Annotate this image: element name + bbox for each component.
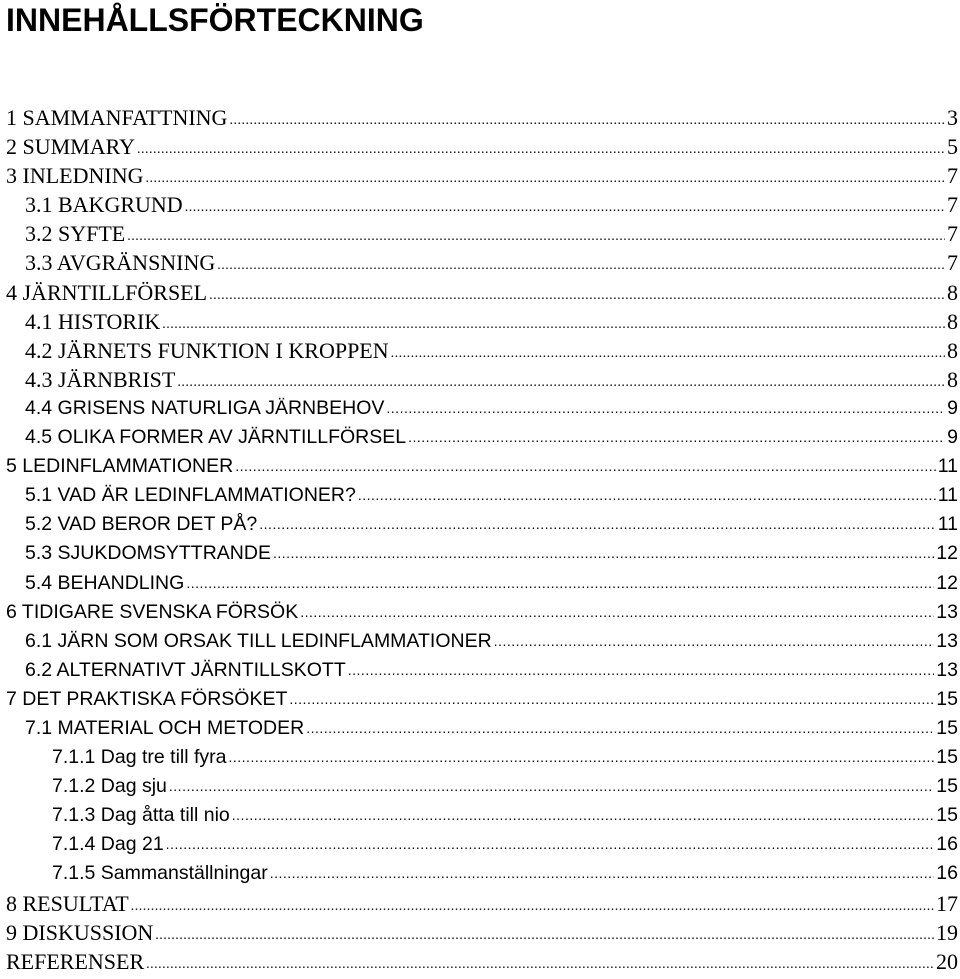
- toc-entry-page-number: 7: [947, 192, 958, 218]
- toc-entry-page-number: 9: [947, 426, 958, 449]
- toc-entry-label: 4.2 JÄRNETS FUNKTION I KROPPEN: [25, 337, 389, 363]
- toc-dot-leader: [408, 422, 945, 452]
- toc-entry[interactable]: [0, 801, 960, 830]
- toc-entry-page-number: 15: [936, 775, 958, 798]
- toc-entry-label: 8 RESULTAT: [6, 890, 129, 916]
- toc-entry[interactable]: [0, 307, 960, 336]
- toc-entry-page-number: 13: [936, 600, 958, 623]
- toc-dot-leader: [270, 858, 935, 888]
- toc-entry-label: 7.1.3 Dag åtta till nio: [52, 804, 230, 827]
- toc-entry[interactable]: [0, 772, 960, 801]
- toc-dot-leader: [289, 684, 934, 714]
- toc-entry[interactable]: [0, 365, 960, 394]
- toc-entry[interactable]: [0, 103, 960, 132]
- toc-entry-label: 5.2 VAD BEROR DET PÅ?: [25, 513, 258, 536]
- toc-entry-label: 4.1 HISTORIK: [25, 308, 161, 334]
- toc-entry-page-number: 11: [937, 513, 958, 536]
- toc-entry[interactable]: [0, 336, 960, 365]
- toc-entry[interactable]: [0, 743, 960, 772]
- toc-entry-label: 4 JÄRNTILLFÖRSEL: [6, 279, 208, 305]
- toc-entry-page-number: 13: [936, 658, 958, 681]
- toc-dot-leader: [358, 480, 936, 510]
- toc-entry-label: 5.4 BEHANDLING: [25, 571, 185, 594]
- toc-dot-leader: [232, 800, 935, 830]
- toc-dot-leader: [146, 946, 934, 979]
- toc-entry-page-number: 7: [947, 221, 958, 247]
- toc-entry-label: 4.5 OLIKA FORMER AV JÄRNTILLFÖRSEL: [25, 426, 407, 449]
- toc-entry-page-number: 16: [936, 833, 958, 856]
- toc-entry-label: 5.1 VAD ÄR LEDINFLAMMATIONER?: [25, 484, 356, 507]
- toc-entry-page-number: 11: [937, 455, 958, 478]
- toc-entry-page-number: 7: [947, 163, 958, 189]
- toc-entry-label: 7.1.2 Dag sju: [52, 775, 167, 798]
- toc-dot-leader: [348, 655, 935, 685]
- toc-entry-label: 6.1 JÄRN SOM ORSAK TILL LEDINFLAMMATIONER: [25, 629, 492, 652]
- toc-dot-leader: [235, 451, 936, 481]
- toc-entry[interactable]: [0, 918, 960, 947]
- toc-entry-page-number: 20: [936, 948, 958, 974]
- toc-entry[interactable]: [0, 685, 960, 714]
- toc-entry-page-number: 15: [936, 804, 958, 827]
- toc-entry-page-number: 9: [947, 396, 958, 419]
- toc-entry[interactable]: [0, 714, 960, 743]
- toc-entry-label: 3.3 AVGRÄNSNING: [25, 250, 216, 276]
- toc-entry-label: REFERENSER: [6, 948, 145, 974]
- toc-entry-page-number: 5: [947, 134, 958, 160]
- toc-entry[interactable]: [0, 656, 960, 685]
- toc-entry-page-number: 13: [936, 629, 958, 652]
- toc-entry-label: 6.2 ALTERNATIVT JÄRNTILLSKOTT: [25, 658, 346, 681]
- toc-entry-page-number: 8: [947, 366, 958, 392]
- toc-entry[interactable]: [0, 947, 960, 976]
- toc-entry-page-number: 8: [947, 279, 958, 305]
- toc-entry-page-number: 8: [947, 308, 958, 334]
- toc-entry-page-number: 15: [936, 716, 958, 739]
- toc-entry[interactable]: [0, 132, 960, 161]
- toc-entry[interactable]: [0, 889, 960, 918]
- toc-entry-label: 4.3 JÄRNBRIST: [25, 366, 176, 392]
- toc-entry[interactable]: [0, 248, 960, 277]
- toc-entry[interactable]: [0, 627, 960, 656]
- toc-entry[interactable]: [0, 510, 960, 539]
- table-of-contents: [0, 103, 960, 976]
- toc-entry-label: 7.1.5 Sammanställningar: [52, 862, 268, 885]
- toc-entry-label: 5 LEDINFLAMMATIONER: [6, 455, 234, 478]
- toc-dot-leader: [169, 771, 934, 801]
- toc-entry-label: 2 SUMMARY: [6, 134, 135, 160]
- toc-dot-leader: [259, 509, 935, 539]
- toc-entry-page-number: 15: [936, 746, 958, 769]
- toc-entry[interactable]: [0, 190, 960, 219]
- toc-entry[interactable]: [0, 161, 960, 190]
- toc-dot-leader: [273, 538, 934, 568]
- toc-entry-label: 7.1 MATERIAL OCH METODER: [25, 716, 305, 739]
- toc-entry-page-number: 3: [947, 105, 958, 130]
- toc-entry-label: 3.1 BAKGRUND: [25, 192, 183, 218]
- toc-entry-label: 6 TIDIGARE SVENSKA FÖRSÖK: [6, 600, 299, 623]
- toc-entry-page-number: 16: [936, 862, 958, 885]
- toc-entry-label: 4.4 GRISENS NATURLIGA JÄRNBEHOV: [25, 396, 385, 419]
- toc-entry-label: 3 INLEDNING: [6, 163, 144, 189]
- toc-entry-label: 1 SAMMANFATTNING: [6, 105, 228, 130]
- toc-entry[interactable]: [0, 830, 960, 859]
- toc-dot-leader: [306, 713, 934, 743]
- toc-entry[interactable]: [0, 219, 960, 248]
- toc-entry-page-number: 12: [936, 571, 958, 594]
- toc-entry-page-number: 11: [937, 484, 958, 507]
- toc-entry[interactable]: [0, 598, 960, 627]
- toc-entry-label: 3.2 SYFTE: [25, 221, 126, 247]
- toc-entry-page-number: 15: [936, 687, 958, 710]
- toc-entry[interactable]: [0, 859, 960, 888]
- toc-entry-page-number: 7: [947, 250, 958, 276]
- toc-entry[interactable]: [0, 423, 960, 452]
- toc-entry[interactable]: [0, 481, 960, 510]
- toc-entry[interactable]: [0, 569, 960, 598]
- toc-dot-leader: [186, 568, 934, 598]
- toc-entry[interactable]: [0, 539, 960, 568]
- toc-entry-label: 9 DISKUSSION: [6, 919, 154, 945]
- toc-dot-leader: [386, 393, 945, 423]
- toc-dot-leader: [166, 829, 935, 859]
- toc-entry-label: 7.1.4 Dag 21: [52, 833, 164, 856]
- toc-entry-label: 7.1.1 Dag tre till fyra: [52, 746, 227, 769]
- toc-entry-page-number: 17: [936, 890, 958, 916]
- toc-dot-leader: [300, 597, 934, 627]
- toc-dot-leader: [229, 742, 935, 772]
- toc-entry-page-number: 12: [936, 542, 958, 565]
- page-title: INNEHÅLLSFÖRTECKNING: [6, 2, 424, 38]
- toc-entry[interactable]: [0, 452, 960, 481]
- toc-entry-page-number: 19: [936, 919, 958, 945]
- toc-entry[interactable]: [0, 394, 960, 423]
- toc-entry[interactable]: [0, 278, 960, 307]
- toc-entry-page-number: 8: [947, 337, 958, 363]
- toc-entry-label: 5.3 SJUKDOMSYTTRANDE: [25, 542, 271, 565]
- toc-entry-label: 7 DET PRAKTISKA FÖRSÖKET: [6, 687, 288, 710]
- toc-dot-leader: [494, 626, 935, 656]
